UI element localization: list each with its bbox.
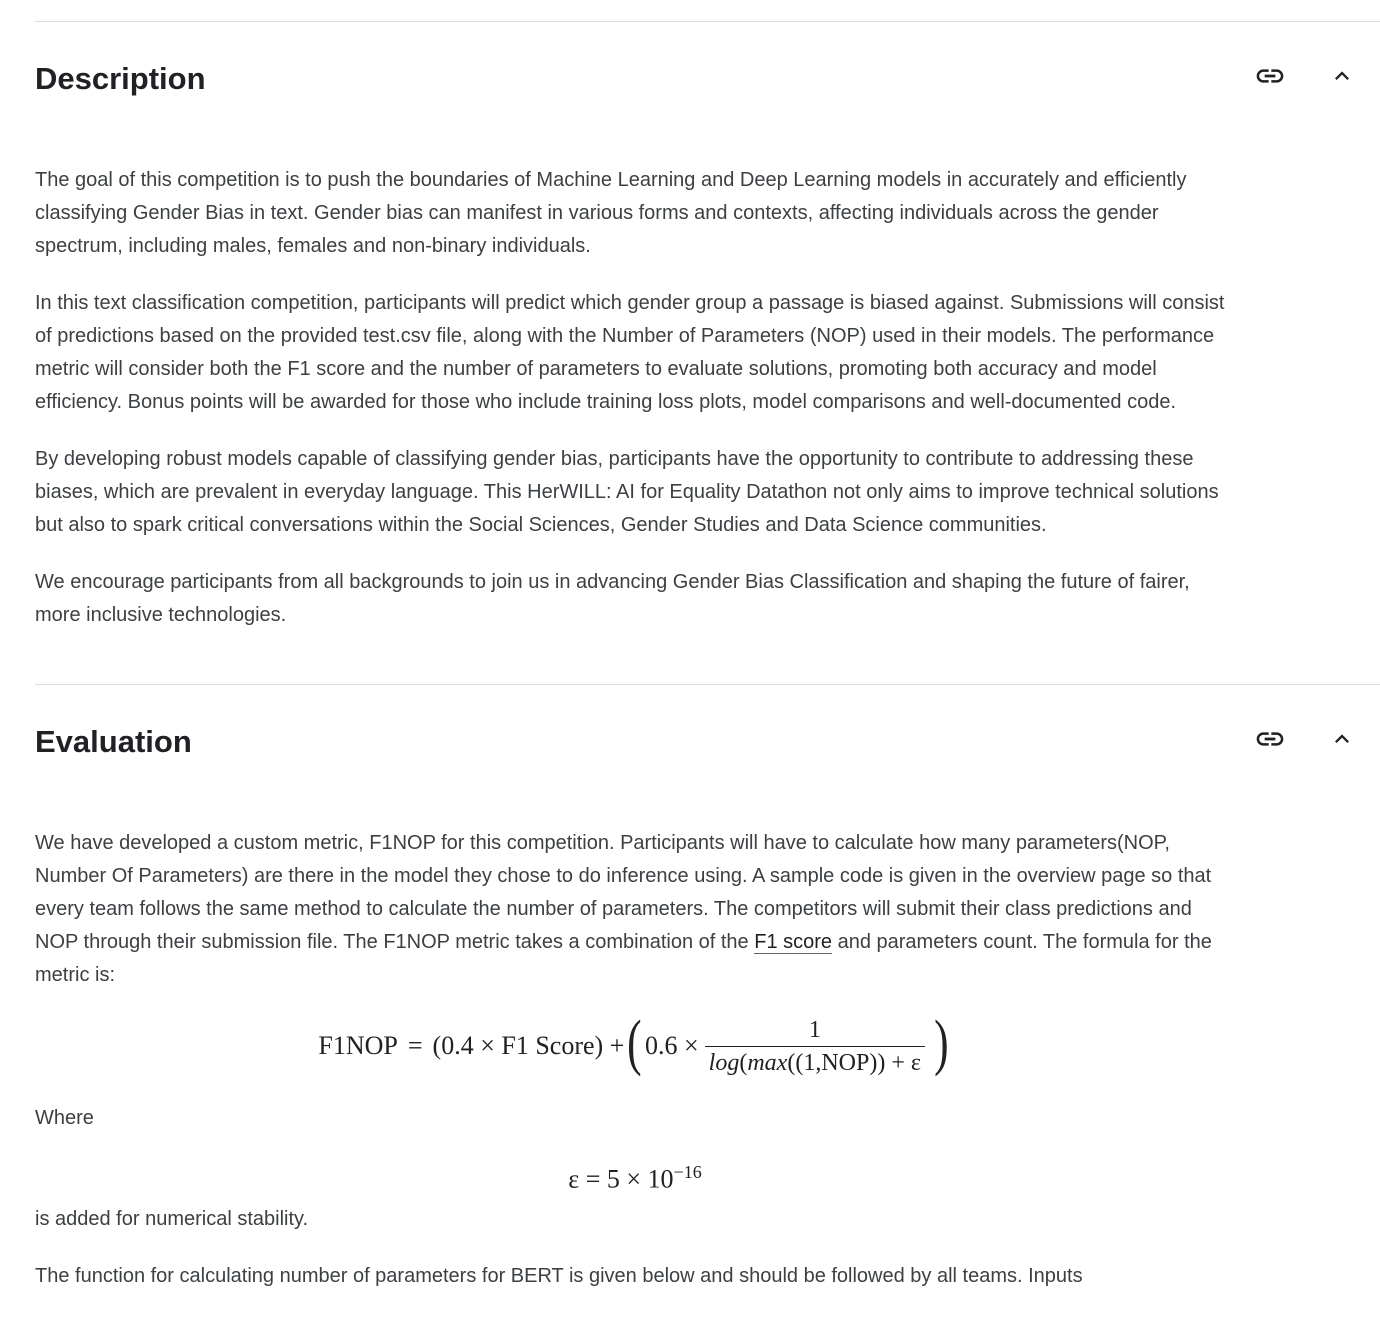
- epsilon-lhs: ε = 5 × 10: [568, 1164, 674, 1194]
- evaluation-section: [35, 685, 1380, 1293]
- den-open-2: (: [787, 1049, 796, 1076]
- evaluation-header: [35, 685, 1380, 795]
- evaluation-body-2: [35, 1203, 1235, 1293]
- den-open-1: (: [739, 1049, 748, 1076]
- f1nop-formula: [35, 1010, 1235, 1082]
- bert-text: The function for calculating number of parameters for BERT is given below and should be followed by all teams. Inputs: [35, 1265, 1083, 1287]
- link-icon: [1254, 60, 1286, 92]
- description-paragraph-2: In this text classification competition, participants will predict which gender group a passage is biased against. Submissions will consist of predictions based on the provided test.csv file, along with the Number of Parameters (NOP) used in their models. The performance metric will consider both the F1 score and the number of parameters to evaluate solutions, promoting both accuracy and model efficiency. Bonus points will be awarded for those who include training loss plots, model comparisons and well-documented code.: [35, 292, 1225, 413]
- description-paragraph-4: We encourage participants from all backgrounds to join us in advancing Gender Bias Classification and shaping the future of fairer, more inclusive technologies.: [35, 571, 1190, 626]
- formula-open-paren: (: [627, 1009, 642, 1077]
- epsilon-formula: [35, 1147, 1235, 1197]
- chevron-up-icon: [1328, 62, 1356, 90]
- description-link-button[interactable]: [1252, 58, 1288, 94]
- description-body: [35, 164, 1235, 632]
- description-actions: [1252, 58, 1360, 94]
- formula-fraction: [705, 1016, 925, 1077]
- evaluation-actions: [1252, 721, 1360, 757]
- evaluation-collapse-button[interactable]: [1324, 721, 1360, 757]
- chevron-up-icon: [1328, 725, 1356, 753]
- formula-close-paren: ): [934, 1009, 949, 1077]
- evaluation-title: Evaluation: [35, 724, 192, 759]
- evaluation-intro-after: and parameters count. The formula for the metric is:: [35, 931, 1212, 986]
- formula-term2-coeff: 0.6 ×: [645, 1031, 699, 1060]
- description-title: Description: [35, 61, 206, 96]
- formula-numerator: 1: [808, 1016, 821, 1043]
- stability-text: is added for numerical stability.: [35, 1208, 309, 1230]
- competition-overview: [35, 0, 1380, 1317]
- description-paragraph-3: By developing robust models capable of classifying gender bias, participants have the opportunity to contribute to addressing these biases, which are prevalent in everyday language. This HerWILL: AI for Equality Datathon not only aims to improve technical solutions but also to spark critical conversations within the Social Sciences, Gender Studies and Data Science communities.: [35, 448, 1219, 536]
- den-plus-eps: + ε: [891, 1049, 921, 1076]
- description-collapse-button[interactable]: [1324, 58, 1360, 94]
- formula-lhs: F1NOP: [318, 1031, 398, 1060]
- link-icon: [1254, 723, 1286, 755]
- formula-equals: =: [407, 1031, 423, 1060]
- formula-term1: (0.4 × F1 Score) +: [432, 1031, 625, 1060]
- formula-denominator: [705, 1046, 925, 1077]
- where-label: Where: [35, 1107, 94, 1129]
- description-header: [35, 22, 1380, 132]
- den-log: log: [708, 1049, 740, 1076]
- evaluation-intro: [35, 827, 1235, 992]
- f1-score-link[interactable]: F1 score: [754, 931, 833, 953]
- evaluation-intro-before: We have developed a custom metric, F1NOP for this competition. Participants will have to calculate how many parameters(NOP, Number Of Parameters) are there in the model they chose to do inference using. A sample code is given in the overview page so that every team follows the same method to calculate the number of parameters. The competitors will submit their class predictions and NOP through their submission file. The F1NOP metric takes a combination of the: [35, 832, 1212, 953]
- evaluation-link-button[interactable]: [1252, 721, 1288, 757]
- den-args: (1,NOP)): [795, 1049, 886, 1076]
- description-paragraph-1: The goal of this competition is to push the boundaries of Machine Learning and Deep Learning models in accurately and efficiently classifying Gender Bias in text. Gender bias can manifest in various forms and contexts, affecting individuals across the gender spectrum, including males, females and non-binary individuals.: [35, 169, 1187, 257]
- description-section: [35, 22, 1380, 632]
- epsilon-exponent: −16: [673, 1162, 702, 1182]
- evaluation-body: [35, 827, 1235, 992]
- den-max: max: [747, 1049, 788, 1076]
